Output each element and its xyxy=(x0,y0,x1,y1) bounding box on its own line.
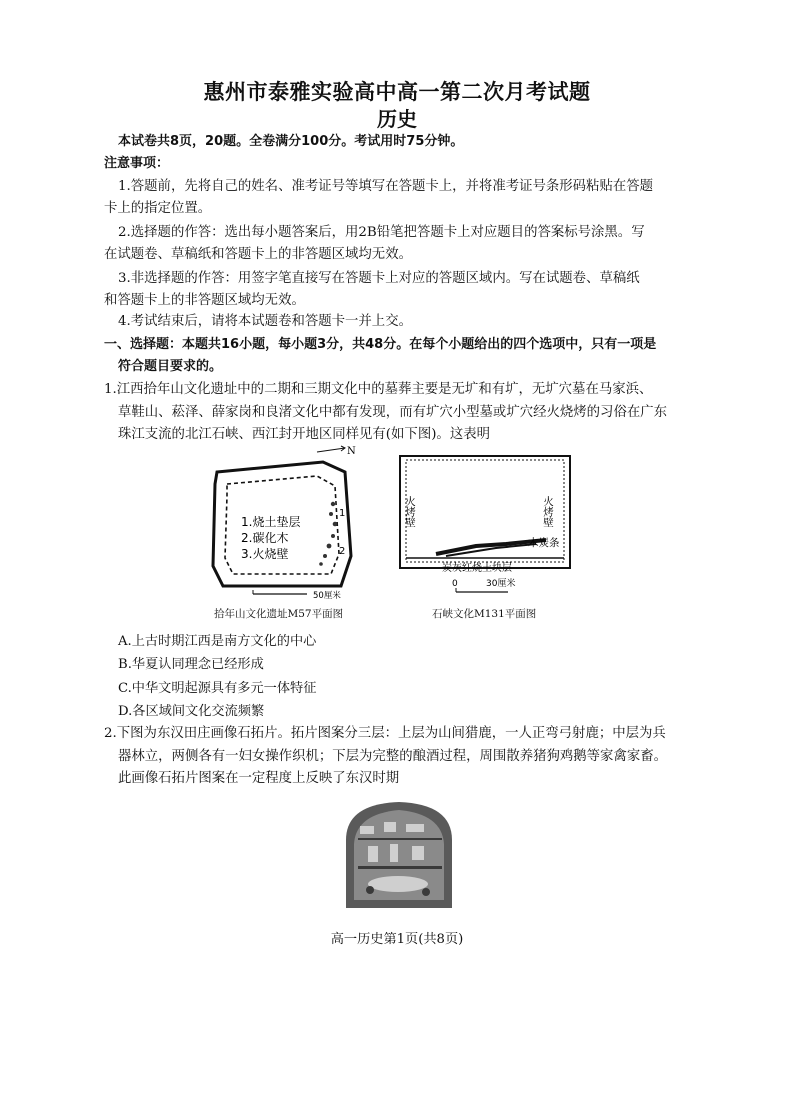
note-line: 4.考试结束后，请将本试题卷和答题卡一并上交。 xyxy=(118,314,412,329)
figure-caption-m131: 石峡文化M131平面图 xyxy=(432,608,537,620)
question-1-text: 草鞋山、菘泽、薛家岗和良渚文化中都有发现，而有圹穴小型墓或圹穴经火烧烤的习俗在广东 xyxy=(118,405,668,420)
legend-2: 2.碳化木 xyxy=(241,531,289,545)
question-1-text: 珠江支流的北江石峡、西江封开地区同样见有(如下图)。这表明 xyxy=(118,427,490,442)
exam-intro: 本试卷共8页，20题。全卷满分100分。考试用时75分钟。 xyxy=(118,134,464,149)
figure-m57-plan xyxy=(205,444,365,604)
subject-title: 历史 xyxy=(377,107,417,131)
north-label: N xyxy=(347,446,356,457)
scale-label: 30厘米 xyxy=(486,579,516,589)
wall-left-label: 火烤壁 xyxy=(404,496,416,528)
note-line: 在试题卷、草稿纸和答题卡上的非答题区域均无效。 xyxy=(104,247,412,262)
section-heading: 一、选择题：本题共16小题，每小题3分，共48分。在每个小题给出的四个选项中，只有一项是 xyxy=(104,337,657,352)
scale-zero: 0 xyxy=(452,579,458,589)
marker-1: 1 xyxy=(339,508,346,519)
figure-m131-plan xyxy=(396,454,586,602)
question-2-text: 2.下图为东汉田庄画像石拓片。拓片图案分三层：上层为山间猎鹿，一人正弯弓射鹿；中层为兵 xyxy=(104,726,666,741)
question-2-text: 器林立，两侧各有一妇女操作织机；下层为完整的酿酒过程，周围散养猪狗鸡鹅等家禽家畜。 xyxy=(118,749,668,764)
note-line: 1.答题前，先将自己的姓名、准考证号等填写在答题卡上，并将准考证号条形码粘贴在答题 xyxy=(118,179,654,194)
option-a: A.上古时期江西是南方文化的中心 xyxy=(118,634,317,649)
exam-title: 惠州市泰雅实验高中高一第二次月考试题 xyxy=(203,80,591,104)
page-footer: 高一历史第1页(共8页) xyxy=(330,932,464,947)
note-line: 和答题卡上的非答题区域均无效。 xyxy=(104,293,305,308)
option-d: D.各区域间文化交流频繁 xyxy=(118,704,265,719)
question-2-text: 此画像石拓片图案在一定程度上反映了东汉时期 xyxy=(118,771,400,786)
section-heading-cont: 符合题目要求的。 xyxy=(118,359,223,374)
option-c: C.中华文明起源具有多元一体特征 xyxy=(118,681,317,696)
marker-2: 2 xyxy=(339,546,346,557)
figure-caption-m57: 拾年山文化遗址M57平面图 xyxy=(214,608,344,620)
option-b: B.华夏认同理念已经形成 xyxy=(118,657,264,672)
scale-label: 50厘米 xyxy=(313,591,341,601)
note-line: 卡上的指定位置。 xyxy=(104,201,212,216)
charcoal-label: 木炭条 xyxy=(528,537,560,549)
stone-rubbing-image xyxy=(340,800,458,912)
note-line: 3.非选择题的作答：用签字笔直接写在答题卡上对应的答题区域内。写在试题卷、草稿纸 xyxy=(118,271,640,286)
wall-right-label: 火烤壁 xyxy=(542,496,554,528)
legend-1: 1.烧土垫层 xyxy=(241,515,301,529)
question-1-text: 1.江西拾年山文化遗址中的二期和三期文化中的墓葬主要是无圹和有圹，无圹穴墓在马家浜、 xyxy=(104,382,653,397)
note-line: 2.选择题的作答：选出每小题答案后，用2B铅笔把答题卡上对应题目的答案标号涂黑。写 xyxy=(118,225,645,240)
notes-heading: 注意事项： xyxy=(104,156,170,171)
layer-label: 炭灰红烧土块层 xyxy=(442,563,512,574)
legend-3: 3.火烧壁 xyxy=(241,547,289,561)
